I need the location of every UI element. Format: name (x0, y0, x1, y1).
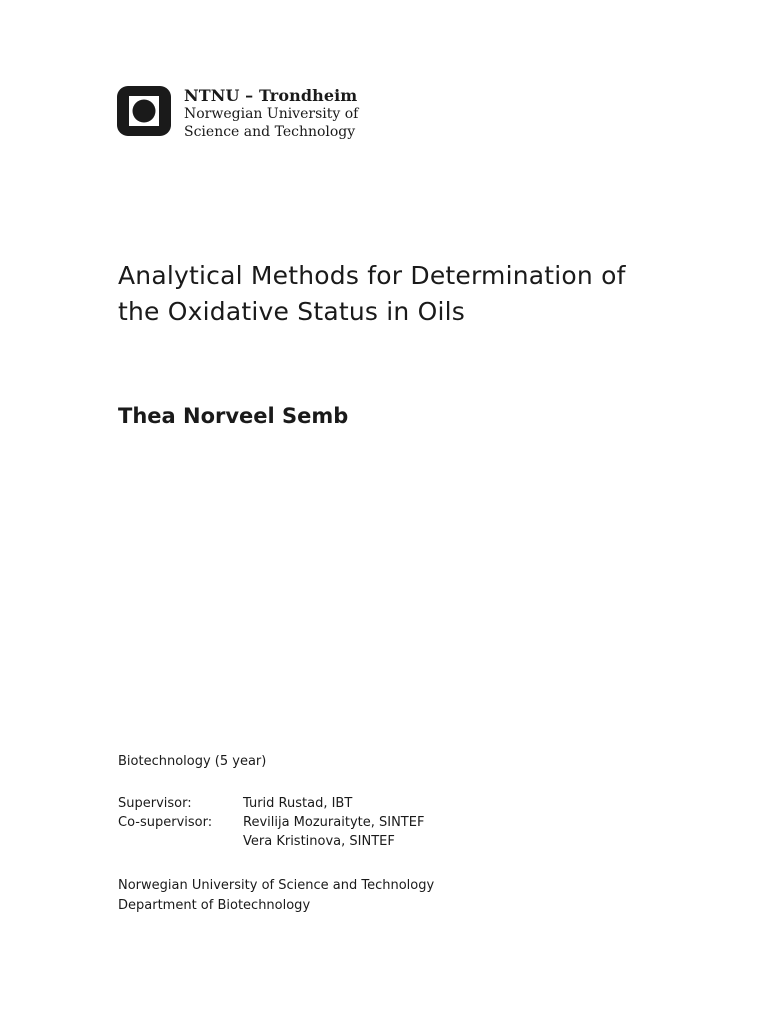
supervision-block (118, 794, 424, 851)
institution-block (118, 876, 434, 916)
supervisor-label: Supervisor: (118, 796, 192, 811)
supervisor-row (118, 794, 424, 813)
cosupervisor-names (243, 813, 424, 851)
ntnu-logo-icon (117, 86, 171, 136)
author-name: Thea Norveel Semb (118, 404, 349, 428)
supervisor-name: Turid Rustad, IBT (243, 796, 353, 811)
cosupervisor-name: Revilija Mozuraityte, SINTEF (243, 815, 425, 830)
cosupervisor-row (118, 813, 424, 851)
logo-line-3: Science and Technology (184, 124, 356, 140)
university-name: Norwegian University of Science and Technology (118, 878, 435, 893)
department-name: Department of Biotechnology (118, 898, 311, 913)
thesis-title (118, 258, 678, 330)
logo-line-1: NTNU – Trondheim (184, 86, 358, 105)
logo-wordmark (184, 86, 358, 141)
study-program: Biotechnology (5 year) (118, 754, 267, 769)
cosupervisor-name: Vera Kristinova, SINTEF (243, 834, 395, 849)
cosupervisor-label: Co-supervisor: (118, 815, 213, 830)
title-line-1: Analytical Methods for Determination of (118, 261, 626, 290)
logo-line-2: Norwegian University of (184, 106, 359, 122)
ntnu-logo (117, 86, 358, 141)
title-line-2: the Oxidative Status in Oils (118, 297, 465, 326)
